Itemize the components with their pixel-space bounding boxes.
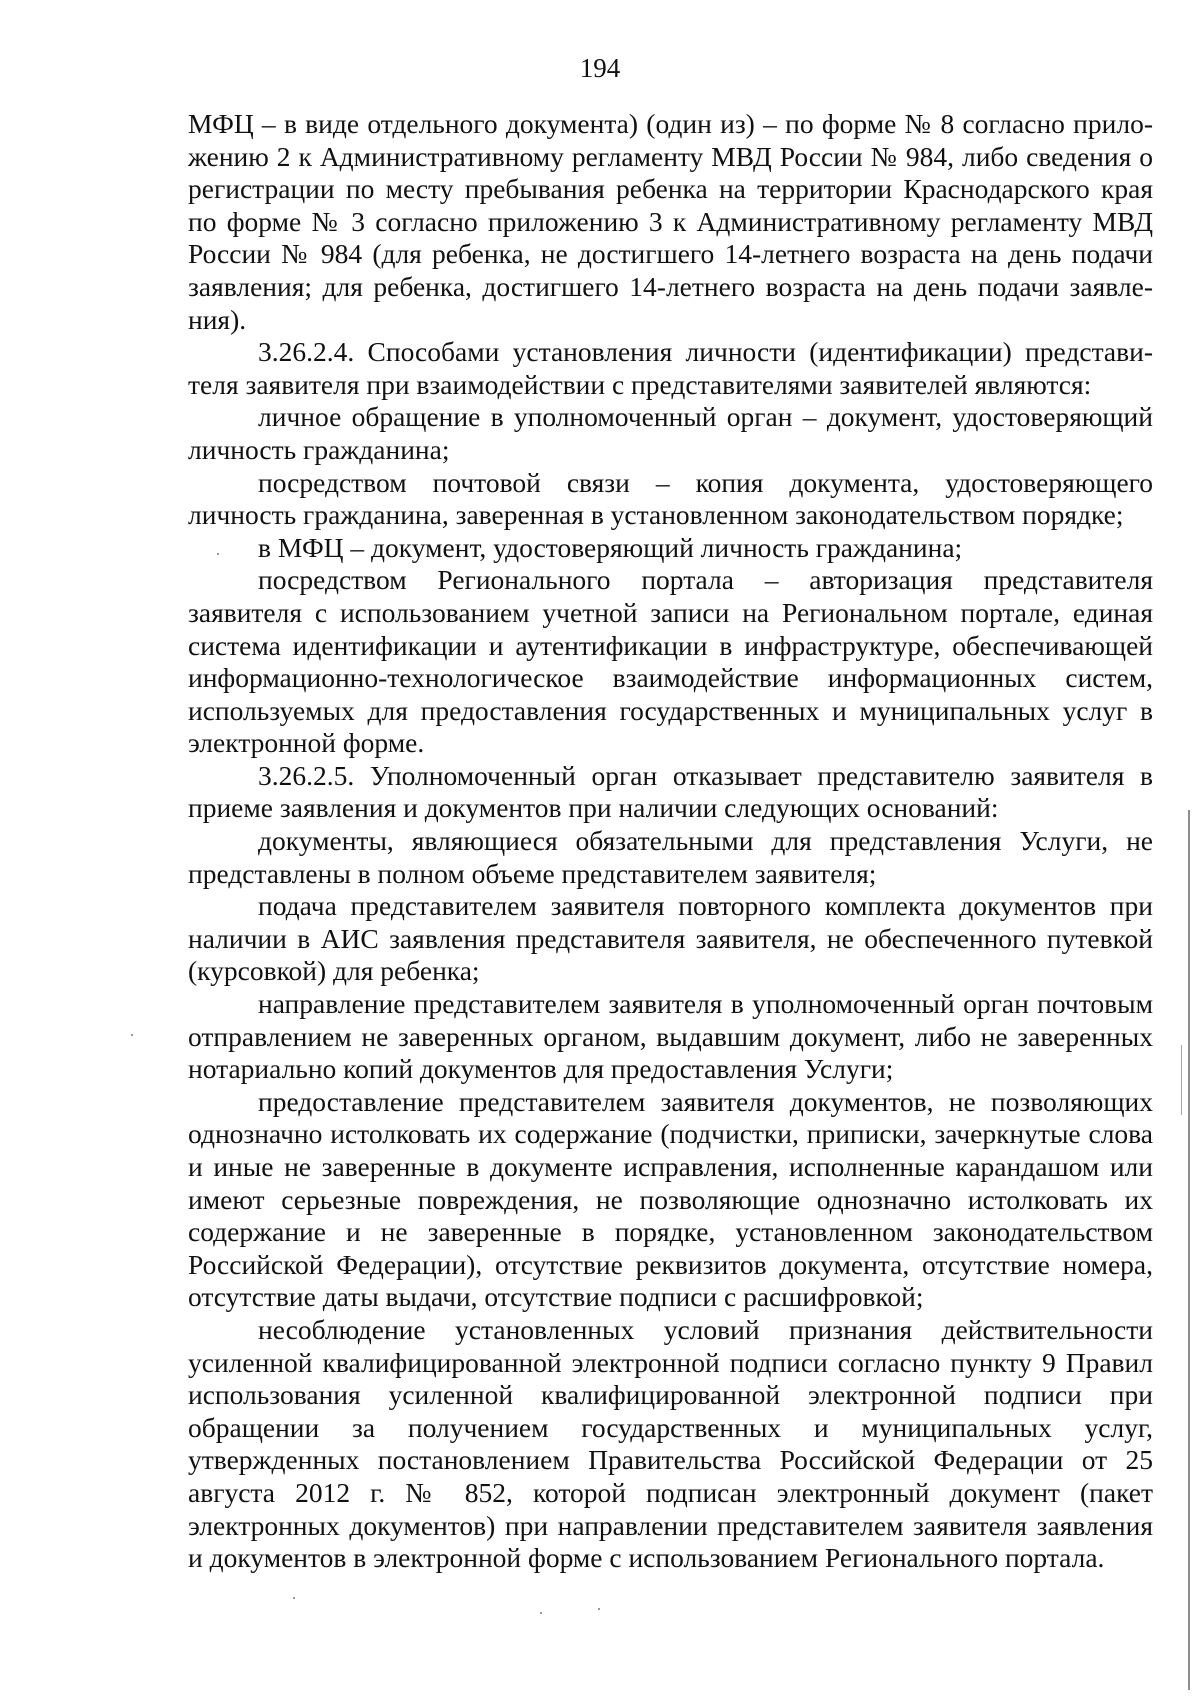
paragraph: несоблюдение установленных условий признания действительности усиленной квалифицированной электронной подписи согласно пункту 9 Правил использования усиленной квалифицированной электронной подписи при обращении за получением государственных и муниципальных услуг, утвержденных постановлением Правительства Российской Федерации от 25 августа 2012 г. № 852, которой подписан электронный документ (пакет электронных документов) при направлении представителем заявителя заявления и документов в электронной форме с использованием Регионального портала. [188, 1313, 1153, 1574]
paragraph: в МФЦ – документ, удостоверяющий личность гражданина; [258, 531, 963, 563]
paragraph: МФЦ – в виде отдельного документа) (один из) – по форме № 8 согласно приложению 2 к Административному регламенту МВД России № 984, либо сведения о регистрации по месту пребывания ребенка на территории Краснодарского края по форме № 3 согласно приложению 3 к Административному регламенту МВД России № 984 (для ребенка, не достигшего 14-летнего возраста на день подачи заявления; для ребенка, достигшего 14-летнего возраста на день подачи заявления). [188, 108, 1153, 335]
paragraph: посредством Регионального портала – авторизация представителя заявителя с использованием учетной записи на Региональном портале, единая система идентификации и аутентификации в инфраструктуре, обеспечивающей информационно-технологическое взаимодействие информационных систем, используемых для предоставления государственных и муниципальных услуг в электронной форме. [188, 564, 1153, 759]
scan-speck [598, 1608, 600, 1610]
paragraph: предоставление представителем заявителя документов, не позволяющих однозначно истолковать их содержание (подчистки, приписки, зачеркнутые слова и иные не заверенные в документе исправления, исполненные карандашом или имеют серьезные повреждения, не позволяющие однозначно истолковать их содержание и не заверенные в порядке, установленном законодательством Российской Федерации), отсутствие реквизитов документа, отсутствие номера, отсутствие даты выдачи, отсутствие подписи с расшифровкой; [188, 1085, 1153, 1313]
paragraph: посредством почтовой связи – копия документа, удостоверяющего личность гражданина, заверенная в установленном законодательством порядке; [188, 466, 1153, 531]
paragraph: 3.26.2.5. Уполномоченный орган отказывает представителю заявителя в приеме заявления и документов при наличии следующих оснований: [188, 759, 1153, 824]
page-number: 194 [579, 53, 621, 83]
paragraph: 3.26.2.4. Способами установления личности (идентификации) представителя заявителя при взаимодействии с представителями заявителей являются: [188, 336, 1153, 400]
scan-speck [131, 1034, 133, 1036]
scan-edge-line [1188, 810, 1190, 1690]
scan-edge-mark [1181, 1045, 1182, 1115]
scan-speck [540, 1612, 542, 1614]
paragraph: подача представителем заявителя повторного комплекта документов при наличии в АИС заявления представителя заявителя, не обеспеченного путевкой (курсовкой) для ребенка; [188, 890, 1153, 987]
paragraph: личное обращение в уполномоченный орган – документ, удостоверяющий личность гражданина; [188, 401, 1153, 465]
scan-speck [293, 1597, 295, 1599]
paragraph: направление представителем заявителя в уполномоченный орган почтовым отправлением не заверенных органом, выдавшим документ, либо не заверенных нотариально копий документов для предоставления Услуги; [188, 988, 1153, 1085]
scan-speck [217, 553, 219, 555]
document-body [188, 108, 1153, 1575]
paragraph: документы, являющиеся обязательными для представления Услуги, не представлены в полном объеме представителем заявителя; [188, 825, 1153, 889]
